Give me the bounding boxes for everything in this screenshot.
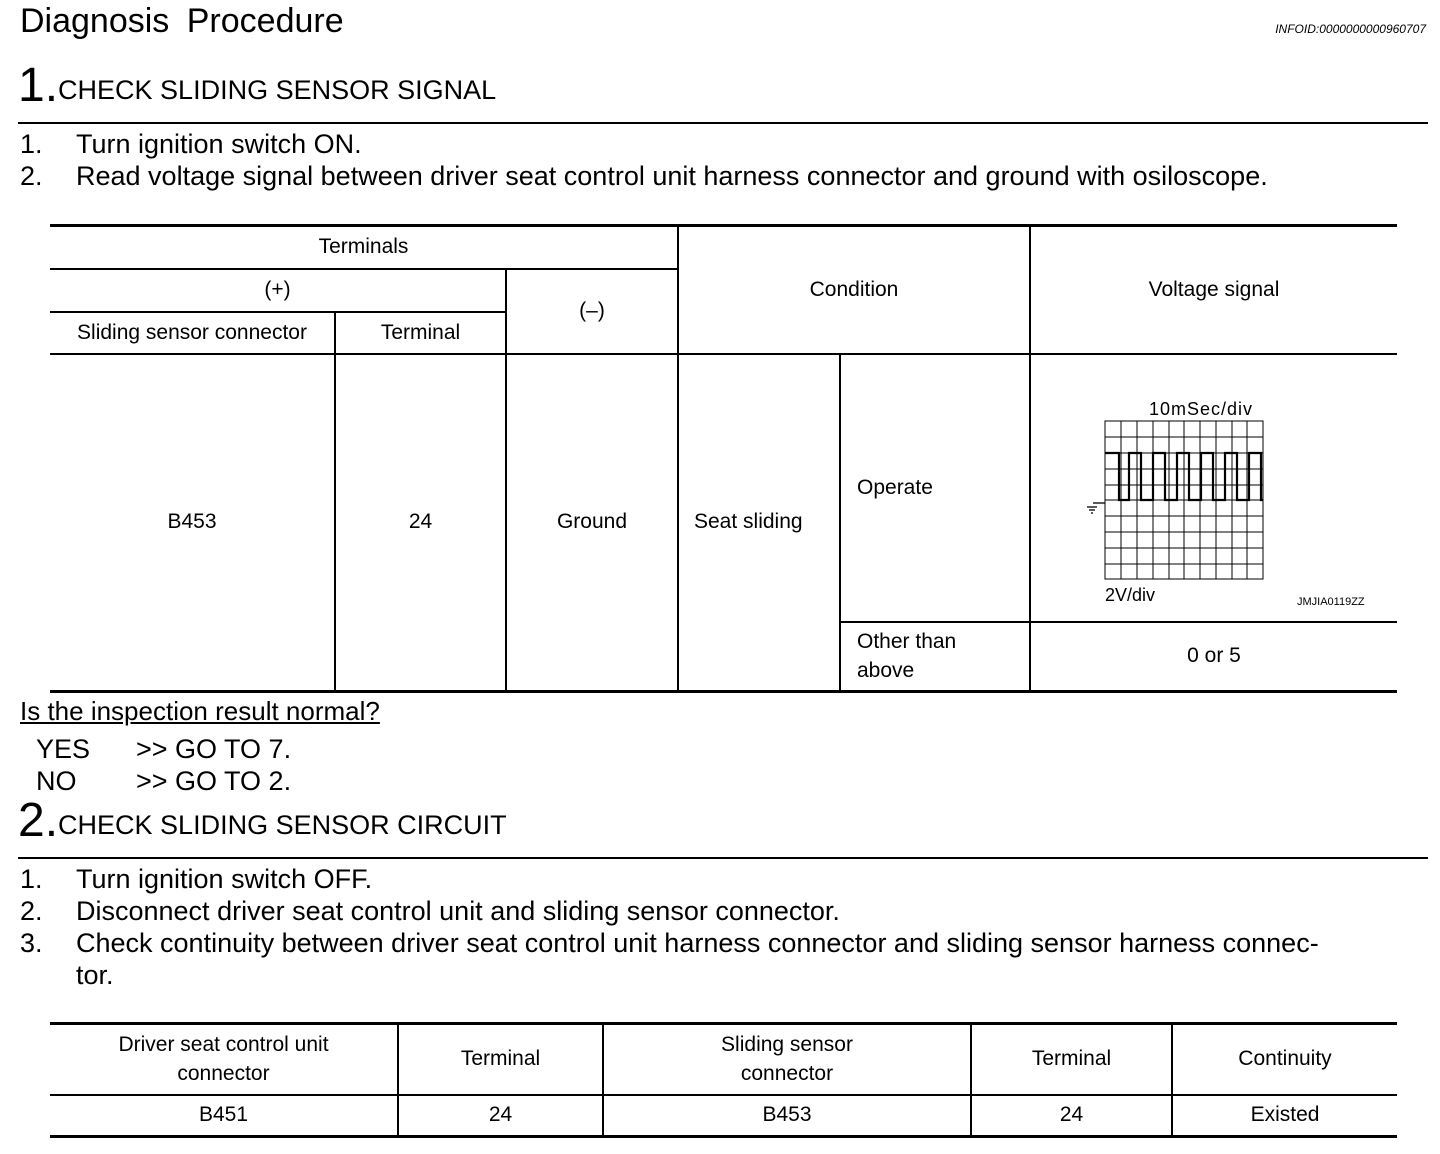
sliding-sensor-connector-header: Sliding sensor connector	[50, 312, 335, 354]
continuity-value: Existed	[1172, 1095, 1397, 1137]
instruction-item	[20, 863, 1430, 895]
instruction-text: Turn ignition switch OFF.	[76, 864, 373, 894]
instruction-number: 3.	[20, 928, 43, 958]
answer-yes	[36, 734, 291, 765]
terminal-value: 24	[398, 1095, 603, 1137]
instruction-item	[20, 128, 1430, 160]
sliding-sensor-signal-table	[50, 224, 1397, 693]
scope-volt-div: 2V/div	[1105, 584, 1156, 605]
instruction-text-line2: tor.	[76, 960, 114, 990]
answer-key: NO	[36, 766, 77, 796]
minus-header: (–)	[506, 269, 678, 354]
inspection-question: Is the inspection result normal?	[20, 696, 380, 726]
instruction-number: 2.	[20, 896, 43, 926]
voltage-signal-header: Voltage signal	[1030, 226, 1397, 354]
instruction-text: Disconnect driver seat control unit and sliding sensor connector.	[76, 896, 840, 926]
table-row	[50, 1095, 1397, 1137]
sensor-connector-header-line2: connector	[740, 1062, 834, 1086]
sensor-connector-header-line1: Sliding sensor	[721, 1033, 853, 1057]
driver-connector-header-line2: connector	[177, 1062, 270, 1086]
sensor-connector-header	[603, 1024, 971, 1095]
figure-id: JMJIA0119ZZ	[1297, 595, 1365, 608]
step1-instructions	[20, 128, 1430, 192]
step1-number: 1.	[18, 59, 59, 112]
instruction-text: Read voltage signal between driver seat control unit harness connector and ground with osiloscope.	[76, 161, 1268, 191]
oscilloscope-svg	[1031, 355, 1397, 621]
instruction-number: 2.	[20, 161, 43, 191]
continuity-header: Continuity	[1172, 1024, 1397, 1095]
step1-heading-text: CHECK SLIDING SENSOR SIGNAL	[58, 75, 497, 105]
step2-number: 2.	[18, 794, 59, 847]
step1-heading	[18, 58, 496, 113]
instruction-item	[20, 160, 1430, 192]
instruction-item	[20, 927, 1430, 991]
driver-connector-header	[50, 1024, 398, 1095]
terminal2-value: 24	[971, 1095, 1172, 1137]
instruction-text	[76, 927, 1430, 991]
condition-other-line2: above	[857, 659, 915, 683]
condition-other-line1: Other than	[857, 630, 957, 654]
ground-marker-icon	[1087, 503, 1105, 513]
plus-header: (+)	[50, 269, 506, 312]
terminal2-header: Terminal	[971, 1024, 1172, 1095]
page-title: Diagnosis Procedure	[20, 2, 344, 40]
terminals-header: Terminals	[50, 226, 678, 269]
instruction-text: Turn ignition switch ON.	[76, 129, 362, 159]
instruction-text-line1: Check continuity between driver seat control unit harness connector and sliding sensor harness connec-	[76, 928, 1319, 958]
scope-time-div: 10mSec/div	[1149, 398, 1254, 419]
condition-operate: Operate	[840, 354, 1030, 622]
instruction-number: 1.	[20, 864, 43, 894]
answer-action: >> GO TO 7.	[136, 734, 292, 764]
condition-header: Condition	[678, 226, 1030, 354]
info-id: INFOID:0000000000960707	[1275, 22, 1426, 36]
continuity-table	[50, 1022, 1397, 1138]
terminal-header: Terminal	[335, 312, 506, 354]
step2-heading-text: CHECK SLIDING SENSOR CIRCUIT	[58, 810, 507, 840]
terminal-header: Terminal	[398, 1024, 603, 1095]
step2-instructions	[20, 863, 1430, 991]
condition-other-than-above	[840, 622, 1030, 692]
step2-divider	[18, 857, 1428, 859]
condition-value: Seat sliding	[678, 354, 840, 692]
instruction-item	[20, 895, 1430, 927]
step2-heading	[18, 793, 507, 848]
voltage-other-value: 0 or 5	[1030, 622, 1397, 692]
sensor-connector-value: B453	[603, 1095, 971, 1137]
voltage-signal-cell	[1030, 354, 1397, 622]
terminal-value: 24	[335, 354, 506, 692]
instruction-number: 1.	[20, 129, 43, 159]
answer-action: >> GO TO 2.	[136, 766, 292, 796]
connector-value: B453	[167, 510, 217, 534]
minus-value: Ground	[506, 354, 678, 692]
step1-divider	[18, 122, 1428, 124]
oscilloscope-figure	[1031, 355, 1397, 621]
driver-connector-value: B451	[198, 1103, 249, 1127]
answer-key: YES	[36, 734, 91, 764]
driver-connector-header-line1: Driver seat control unit	[118, 1033, 329, 1057]
